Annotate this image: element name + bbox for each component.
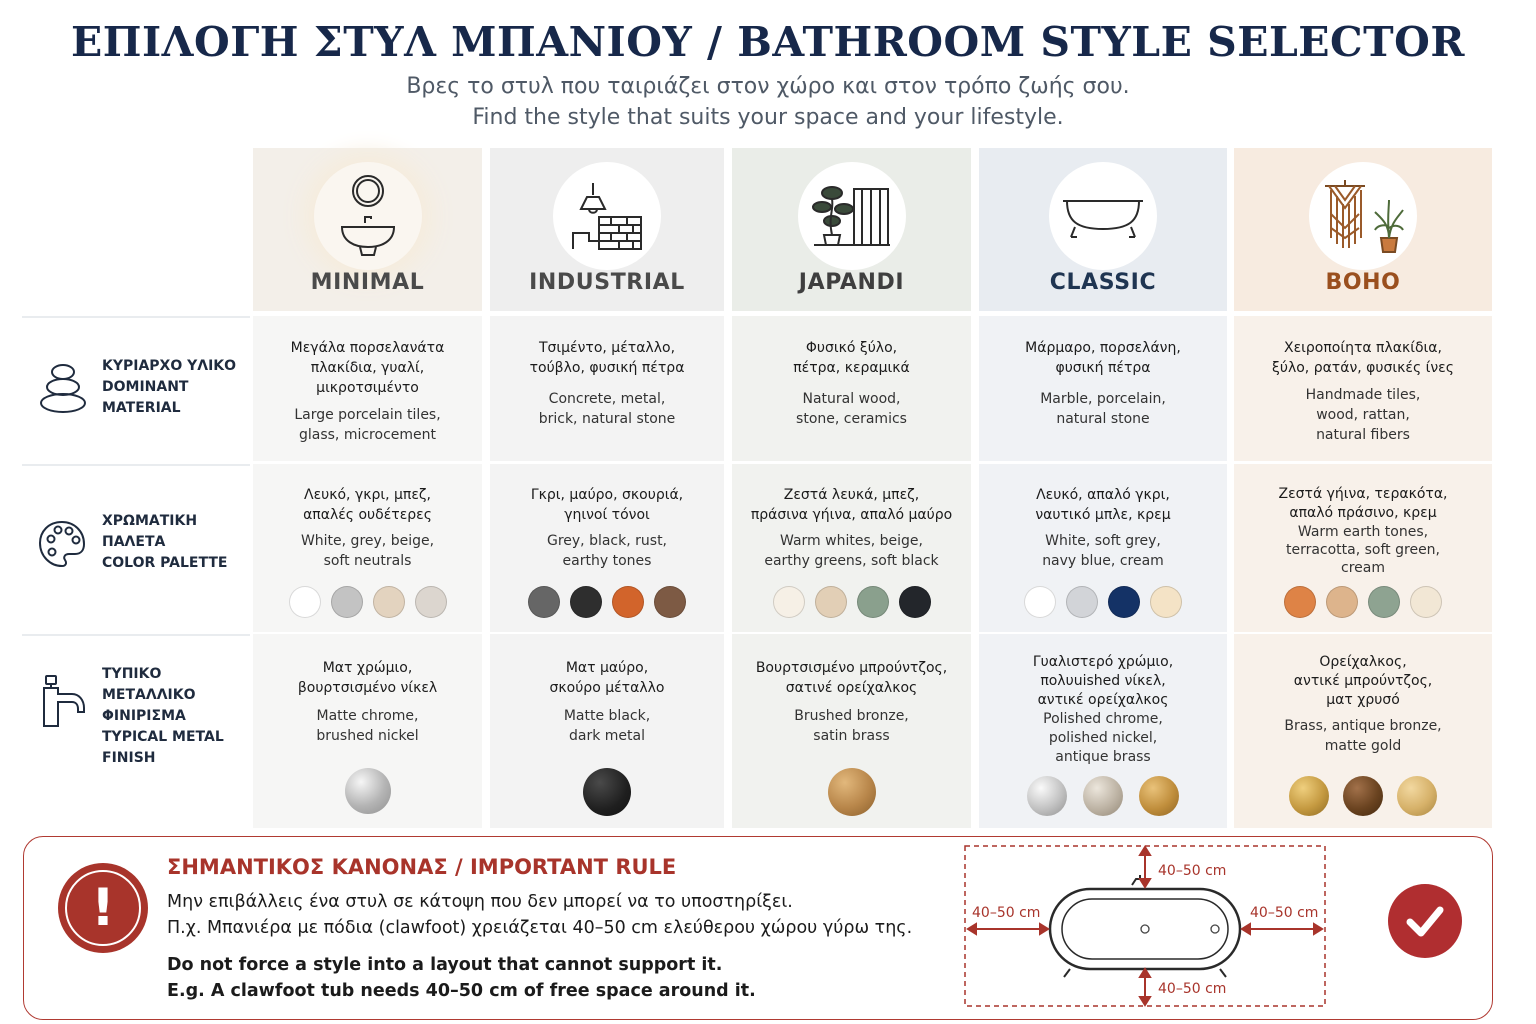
japandi-color-en-1: Warm whites, beige, bbox=[780, 533, 923, 549]
boho-color-gr-1: Ζεστά γήινα, τερακότα, bbox=[1278, 486, 1448, 502]
minimal-material-gr-2: πλακίδια, γυαλί, bbox=[310, 360, 425, 376]
clearance-diagram bbox=[964, 845, 1328, 1008]
swatch-grey bbox=[331, 586, 363, 618]
style-column-minimal bbox=[253, 148, 482, 828]
swatch-cream bbox=[1410, 586, 1442, 618]
boho-metal-gr-2: αντικέ μπρούντζος, bbox=[1293, 673, 1433, 689]
minimal-material-gr-1: Μεγάλα πορσελανάτα bbox=[290, 340, 445, 356]
boho-metal-gr-1: Ορείχαλκος, bbox=[1319, 654, 1407, 670]
style-name-industrial: INDUSTRIAL bbox=[529, 270, 685, 295]
industrial-metal-gr-2: σκούρο μέταλλο bbox=[549, 680, 665, 696]
metal-matte-black bbox=[583, 768, 631, 816]
japandi-swatches bbox=[732, 586, 971, 618]
classic-metal-en-2: polished nickel, bbox=[1048, 730, 1158, 746]
minimal-color-en-1: White, grey, beige, bbox=[300, 533, 435, 549]
classic-color-en-2: navy blue, cream bbox=[1042, 553, 1164, 569]
dim-bottom: 40–50 cm bbox=[1158, 981, 1227, 997]
minimal-material-en-2: glass, microcement bbox=[298, 427, 436, 443]
swatch-soft-green bbox=[1368, 586, 1400, 618]
classic-swatches bbox=[979, 586, 1227, 618]
industrial-color-en-1: Grey, black, rust, bbox=[546, 533, 668, 549]
japandi-metal-gr-1: Βουρτσισμένο μπρούντζος, bbox=[755, 660, 948, 676]
classic-material-gr-1: Μάρμαρο, πορσελάνη, bbox=[1025, 340, 1181, 356]
style-comparison-grid bbox=[22, 148, 1492, 828]
style-name-japandi: JAPANDI bbox=[798, 270, 905, 295]
classic-metals bbox=[979, 776, 1227, 816]
japandi-material-en-1: Natural wood, bbox=[802, 391, 901, 407]
swatch-navy-blue bbox=[1108, 586, 1140, 618]
style-column-japandi bbox=[732, 148, 971, 828]
subtitle-greek: Βρες το στυλ που ταιριάζει στον χώρο και στον τρόπο ζωής σου. bbox=[406, 74, 1130, 99]
industrial-metal-en-1: Matte black, bbox=[563, 708, 651, 724]
palette-icon bbox=[36, 518, 88, 575]
row-label-material-gr: ΚΥΡΙΑΡΧΟ ΥΛΙΚΟ bbox=[102, 358, 237, 374]
minimal-metal-en-1: Matte chrome, bbox=[316, 708, 419, 724]
row-label-metal-en-1: TYPICAL METAL bbox=[102, 729, 224, 745]
japandi-material-gr-2: πέτρα, κεραμικά bbox=[793, 360, 910, 376]
industrial-color-gr-1: Γκρι, μαύρο, σκουριά, bbox=[530, 487, 684, 503]
swatch-grey bbox=[528, 586, 560, 618]
swatch-cream bbox=[1150, 586, 1182, 618]
row-label-material-en-2: MATERIAL bbox=[102, 400, 181, 416]
swatch-rust bbox=[612, 586, 644, 618]
row-label-color-en: COLOR PALETTE bbox=[102, 555, 228, 571]
swatch-earthy bbox=[654, 586, 686, 618]
japandi-metal-gr-2: σατινέ ορείχαλκος bbox=[785, 680, 918, 696]
industrial-material-gr-1: Τσιμέντο, μέταλλο, bbox=[538, 340, 676, 356]
boho-material-en-1: Handmade tiles, bbox=[1305, 387, 1421, 403]
industrial-color-gr-2: γηινοί τόνοι bbox=[564, 507, 650, 523]
style-header-boho[interactable] bbox=[1234, 148, 1492, 311]
minimal-metal-gr-1: Ματ χρώμιο, bbox=[322, 660, 413, 676]
boho-color-en-2: terracotta, soft green, bbox=[1285, 542, 1441, 558]
mirror-sink-icon bbox=[314, 162, 422, 270]
row-label-metal-en-2: FINISH bbox=[102, 750, 156, 766]
swatch-warm-earth bbox=[1326, 586, 1358, 618]
page-title: ΕΠΙΛΟΓΗ ΣΤΥΛ ΜΠΑΝΙΟΥ / BATHROOM STYLE SELECTOR bbox=[71, 18, 1465, 66]
boho-material-en-3: natural fibers bbox=[1316, 427, 1410, 443]
industrial-metal-en-2: dark metal bbox=[569, 728, 645, 744]
metal-antique-bronze bbox=[1343, 776, 1383, 816]
classic-metal-en-1: Polished chrome, bbox=[1043, 711, 1163, 727]
boho-metal-en-2: matte gold bbox=[1324, 738, 1402, 754]
style-header-classic[interactable] bbox=[979, 148, 1227, 311]
japandi-color-gr-2: πράσινα γήινα, απαλό μαύρο bbox=[750, 507, 953, 523]
boho-swatches bbox=[1234, 586, 1492, 618]
classic-metal-gr-3: αντικέ ορείχαλκος bbox=[1037, 692, 1169, 708]
industrial-material-gr-2: τούβλο, φυσική πέτρα bbox=[529, 360, 685, 376]
style-column-boho bbox=[1234, 148, 1492, 828]
rule-title: ΣΗΜΑΝΤΙΚΟΣ ΚΑΝΟΝΑΣ / IMPORTANT RULE bbox=[167, 855, 677, 879]
swatch-white bbox=[289, 586, 321, 618]
dim-top: 40–50 cm bbox=[1158, 863, 1227, 879]
swatch-beige bbox=[815, 586, 847, 618]
boho-metals bbox=[1234, 776, 1492, 816]
rule-text-gr-2: Π.χ. Μπανιέρα με πόδια (clawfoot) χρειάζεται 40–50 cm ελεύθερου χώρου γύρω της. bbox=[167, 918, 913, 938]
exclamation-icon: ! bbox=[58, 863, 148, 953]
boho-metal-gr-3: ματ χρυσό bbox=[1326, 692, 1400, 708]
dim-right: 40–50 cm bbox=[1250, 905, 1319, 921]
swatch-soft-neutral bbox=[415, 586, 447, 618]
swatch-soft-grey bbox=[1066, 586, 1098, 618]
industrial-metal-gr-1: Ματ μαύρο, bbox=[565, 660, 649, 676]
row-label-material bbox=[22, 316, 250, 461]
swatch-soft-black bbox=[899, 586, 931, 618]
boho-material-gr-2: ξύλο, ρατάν, φυσικές ίνες bbox=[1272, 360, 1454, 376]
boho-color-en-1: Warm earth tones, bbox=[1297, 524, 1429, 540]
boho-color-gr-2: απαλό πράσινο, κρεμ bbox=[1289, 505, 1437, 521]
style-name-minimal: MINIMAL bbox=[310, 270, 425, 295]
industrial-material-en-1: Concrete, metal, bbox=[548, 391, 666, 407]
swatch-earthy-green bbox=[857, 586, 889, 618]
rule-text-en-1: Do not force a style into a layout that cannot support it. bbox=[167, 955, 723, 975]
minimal-metals bbox=[253, 768, 482, 814]
swatch-beige bbox=[373, 586, 405, 618]
pendant-lamp-brick-icon bbox=[553, 162, 661, 270]
minimal-metal-gr-2: βουρτσισμένο νίκελ bbox=[297, 680, 438, 696]
minimal-color-en-2: soft neutrals bbox=[323, 553, 412, 569]
classic-material-en-1: Marble, porcelain, bbox=[1040, 391, 1166, 407]
swatch-white bbox=[1024, 586, 1056, 618]
classic-metal-gr-1: Γυαλιστερό χρώμιο, bbox=[1032, 654, 1174, 670]
metal-matte-gold bbox=[1397, 776, 1437, 816]
classic-material-en-2: natural stone bbox=[1056, 411, 1150, 427]
minimal-swatches bbox=[253, 586, 482, 618]
classic-metal-en-3: antique brass bbox=[1055, 749, 1151, 765]
swatch-warm-white bbox=[773, 586, 805, 618]
row-label-color bbox=[22, 464, 250, 632]
style-header-industrial[interactable] bbox=[490, 148, 724, 311]
subtitle-english: Find the style that suits your space and your lifestyle. bbox=[472, 105, 1064, 130]
row-label-color-gr-1: ΧΡΩΜΑΤΙΚΗ bbox=[102, 513, 198, 529]
style-name-boho: BOHO bbox=[1325, 270, 1401, 295]
row-label-metal-gr-1: ΤΥΠΙΚΟ ΜΕΤΑΛΛΙΚΟ bbox=[102, 666, 196, 703]
minimal-material-en-1: Large porcelain tiles, bbox=[294, 407, 441, 423]
row-label-color-gr-2: ΠΑΛΕΤΑ bbox=[102, 534, 166, 550]
industrial-color-en-2: earthy tones bbox=[562, 553, 652, 569]
metal-brass bbox=[1289, 776, 1329, 816]
japandi-material-gr-1: Φυσικό ξύλο, bbox=[805, 340, 898, 356]
swatch-terracotta bbox=[1284, 586, 1316, 618]
japandi-metal-en-1: Brushed bronze, bbox=[794, 708, 909, 724]
japandi-material-en-2: stone, ceramics bbox=[796, 411, 907, 427]
classic-material-gr-2: φυσική πέτρα bbox=[1055, 360, 1151, 376]
row-label-metal-gr-2: ΦΙΝΙΡΙΣΜΑ bbox=[102, 708, 186, 724]
metal-matte-chrome bbox=[345, 768, 391, 814]
classic-color-gr-2: ναυτικό μπλε, κρεμ bbox=[1035, 507, 1171, 523]
industrial-swatches bbox=[490, 586, 724, 618]
rule-text-gr-1: Μην επιβάλλεις ένα στυλ σε κάτοψη που δεν μπορεί να το υποστηρίξει. bbox=[167, 892, 793, 912]
dim-left: 40–50 cm bbox=[972, 905, 1041, 921]
style-column-classic bbox=[979, 148, 1227, 828]
row-label-metal bbox=[22, 634, 250, 764]
style-column-industrial bbox=[490, 148, 724, 828]
japandi-metals bbox=[732, 768, 971, 816]
row-label-material-en-1: DOMINANT bbox=[102, 379, 189, 395]
japandi-color-gr-1: Ζεστά λευκά, μπεζ, bbox=[783, 487, 920, 503]
stacked-stones-icon bbox=[36, 360, 90, 419]
style-name-classic: CLASSIC bbox=[1049, 270, 1157, 295]
macrame-plant-icon bbox=[1309, 162, 1417, 270]
metal-polished-chrome bbox=[1027, 776, 1067, 816]
boho-material-en-2: wood, rattan, bbox=[1316, 407, 1410, 423]
swatch-black bbox=[570, 586, 602, 618]
style-header-japandi[interactable] bbox=[732, 148, 971, 311]
minimal-color-gr-2: απαλές ουδέτερες bbox=[303, 507, 432, 523]
boho-metal-en-1: Brass, antique bronze, bbox=[1284, 718, 1442, 734]
minimal-metal-en-2: brushed nickel bbox=[316, 728, 419, 744]
boho-material-gr-1: Χειροποίητα πλακίδια, bbox=[1284, 340, 1442, 356]
classic-color-gr-1: Λευκό, απαλό γκρι, bbox=[1036, 487, 1170, 503]
rule-text-en-2: E.g. A clawfoot tub needs 40–50 cm of free space around it. bbox=[167, 981, 756, 1001]
clawfoot-tub-icon bbox=[1049, 162, 1157, 270]
boho-color-en-3: cream bbox=[1341, 560, 1385, 576]
metal-polished-nickel bbox=[1083, 776, 1123, 816]
classic-color-en-1: White, soft grey, bbox=[1045, 533, 1161, 549]
minimal-color-gr-1: Λευκό, γκρι, μπεζ, bbox=[304, 487, 431, 503]
metal-brushed-bronze bbox=[828, 768, 876, 816]
important-rule-panel bbox=[23, 836, 1493, 1020]
industrial-material-en-2: brick, natural stone bbox=[538, 411, 676, 427]
minimal-material-gr-3: μικροτσιμέντο bbox=[316, 380, 419, 396]
industrial-metals bbox=[490, 768, 724, 816]
classic-metal-gr-2: πολυuished νίκελ, bbox=[1040, 673, 1166, 689]
japandi-color-en-2: earthy greens, soft black bbox=[764, 553, 939, 569]
bonsai-screen-icon bbox=[798, 162, 906, 270]
metal-antique-brass bbox=[1139, 776, 1179, 816]
style-header-minimal[interactable] bbox=[253, 148, 482, 311]
japandi-metal-en-2: satin brass bbox=[813, 728, 890, 744]
faucet-icon bbox=[36, 672, 88, 735]
checkmark-icon bbox=[1388, 884, 1462, 958]
